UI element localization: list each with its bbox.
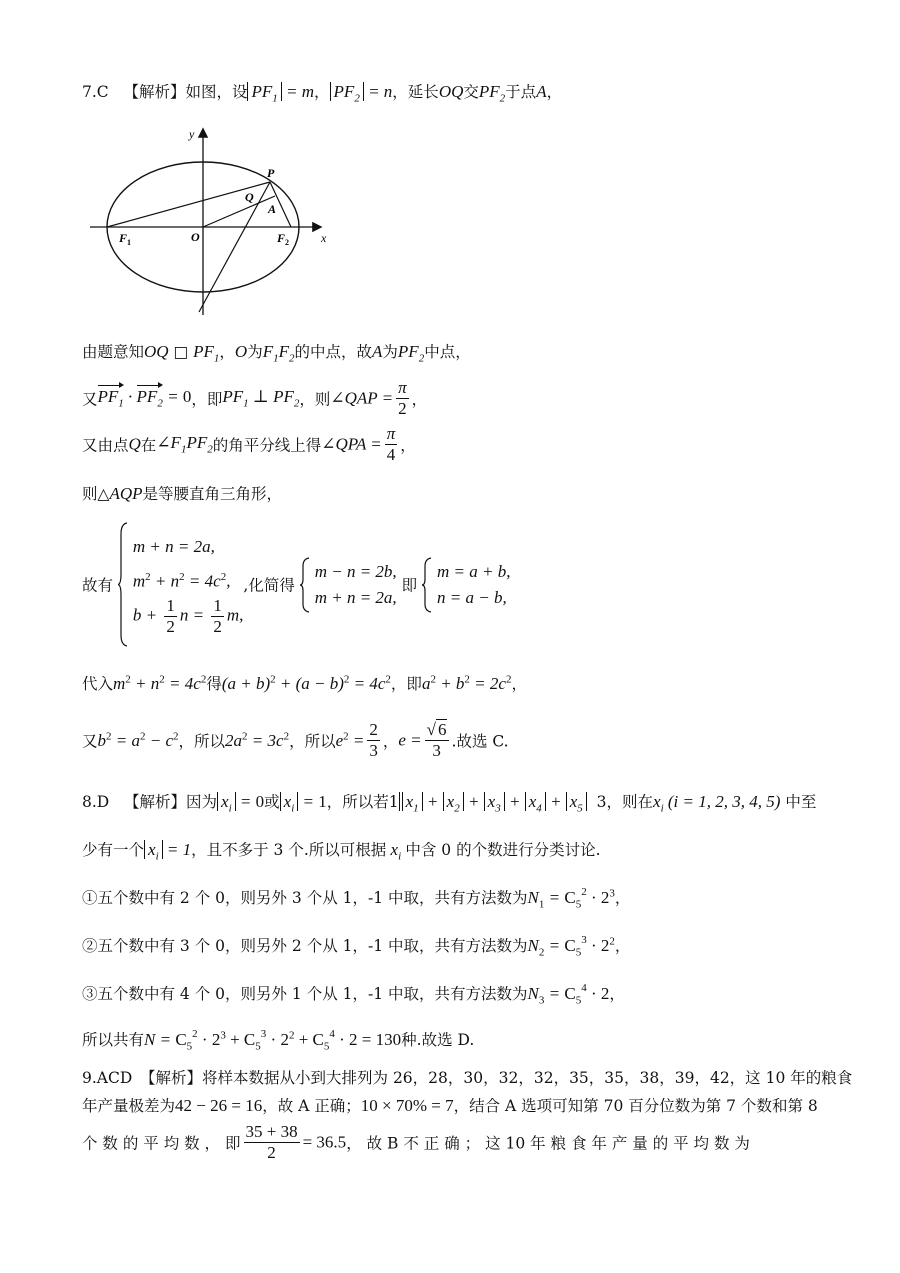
text: 代入	[82, 675, 114, 693]
system-2: m − n = 2b, m + n = 2a,	[314, 561, 397, 607]
text: 是等腰直角三角形，	[142, 485, 282, 503]
text: ，所以	[289, 732, 336, 751]
text: ，即	[191, 390, 223, 409]
text: 故有	[82, 576, 114, 595]
text: ，	[400, 436, 416, 455]
segment-oq-extended	[203, 196, 275, 227]
answer-number: 7.C	[82, 83, 109, 101]
text: ，则	[299, 390, 331, 409]
fraction-pi-2: $\frac{\pi}{2}$	[398, 378, 407, 418]
text: ，则在	[606, 793, 654, 811]
p8-total: 所以共有$N = C_5^2 \cdot 2^3 + C_5^3 \cdot 2^2 + C_5^4 \cdot 2 = 130$种.故选 D.	[82, 1028, 475, 1053]
text: 的角平分线上得	[212, 436, 322, 455]
mean-result: = 36.5	[302, 1132, 347, 1152]
left-brace-3	[422, 557, 432, 613]
abs-pf1: $PF_1$	[247, 82, 281, 101]
left-brace-2	[300, 557, 310, 613]
text: 为	[247, 343, 263, 361]
p8-case2: ②五个数中有 3 个 0，则另外 2 个从 1，-1 中取，共有方法数为$N_2 = C_5^3 \cdot 2^2$，	[82, 934, 631, 959]
text: 年产量极差为	[82, 1097, 176, 1115]
percentile-formula: 10 × 70% = 7	[360, 1096, 454, 1115]
range-formula: 42 − 26 = 16	[175, 1096, 263, 1115]
text: ，所以	[178, 732, 226, 751]
p8-case3: ③五个数中有 4 个 0，则另外 1 个从 1，-1 中取，共有方法数为$N_3 = C_5^4 \cdot 2$，	[82, 982, 625, 1007]
p7-line6	[82, 522, 511, 647]
text: 少有一个	[82, 841, 145, 859]
p8-case1: ①五个数中有 2 个 0，则另外 3 个从 1，-1 中取，共有方法数为$N_1 = C_5^2 \cdot 2^3$，	[82, 886, 631, 911]
triangle-symbol: △	[97, 485, 110, 503]
left-brace	[118, 522, 128, 647]
fraction-mean: $\frac{35 + 38}{2}$	[245, 1122, 298, 1162]
text: 或	[264, 793, 280, 811]
text: 种.故选 D.	[401, 1031, 475, 1049]
text: 由题意知	[82, 343, 145, 361]
abs-pf2: $PF_2$	[330, 82, 364, 101]
analysis-tag: 【解析】	[124, 793, 187, 811]
system-3: m = a + b, n = a − b,	[437, 561, 511, 607]
parallel-symbol: □	[173, 343, 189, 361]
system-1: m + n = 2a, $m^2 + n^2 = 4c^2$, b + $\frac{1}{2}$ n = $\frac{1}{2}$ m,	[132, 536, 244, 637]
analysis-tag: 【解析】	[123, 83, 186, 101]
p7-line1: 7.C 【解析】如图，设 $PF_1 = m$， $PF_2 = n$，延长OQ交$PF_2$于点A，	[82, 82, 563, 105]
text: .故选 C.	[451, 732, 509, 751]
text: 又由点	[82, 436, 129, 455]
label-p: P	[267, 166, 275, 180]
text: ，所以若1	[326, 793, 399, 811]
label-q: Q	[245, 190, 254, 204]
p7-line2: 由题意知OQ □ $PF_1$，O为$F_1F_2$的中点，故A为$PF_2$中点，	[82, 342, 471, 365]
text: ，延长	[392, 83, 439, 101]
fraction-pi-4: $\frac{\pi}{4}$	[386, 424, 396, 464]
var-m: m	[301, 82, 315, 101]
label-y: y	[189, 127, 195, 141]
text: ，	[314, 83, 330, 101]
p9-line2	[82, 1094, 818, 1116]
text: ，故 A 正确；	[262, 1097, 361, 1115]
text: 则	[82, 485, 98, 503]
text: 3	[596, 793, 607, 811]
label-f1: $F_1$	[119, 231, 132, 247]
p8-line2: 少有一个 $x_i = 1$，且不多于 3 个.所以可根据 $x_i$ 中含 0 的个数进行分类讨论.	[82, 840, 601, 863]
text: 交	[463, 83, 479, 101]
text: ，即	[390, 675, 422, 693]
text: ，	[219, 343, 235, 361]
p7-line3: 又$PF_1 \cdot PF_2 = 0$，即$PF_1$ ⊥ $PF_2$，则∠QAP = $\frac{\pi}{2}$ ，	[82, 378, 428, 418]
label-x: x	[321, 231, 327, 245]
text: 为	[382, 343, 398, 361]
text: 中至	[785, 793, 817, 811]
text: ,化简得	[243, 576, 295, 595]
point-a: A	[536, 82, 547, 101]
text: 又	[82, 390, 98, 409]
text: ，	[411, 390, 428, 409]
text: ②五个数中有 3 个 0，则另外 2 个从 1，-1 中取，共有方法数为	[82, 937, 528, 955]
text: 得	[206, 675, 222, 693]
answer-number: 8.D	[82, 793, 110, 811]
text: 又	[82, 732, 98, 751]
text: 即	[401, 576, 418, 595]
p7-line7: 代入$m^2 + n^2 = 4c^2$得$(a + b)^2 + (a - b)^2 = 4c^2$，即$a^2 + b^2 = 2c^2$，	[82, 673, 527, 693]
var-n: n	[383, 82, 393, 101]
text: ③五个数中有 4 个 0，则另外 1 个从 1，-1 中取，共有方法数为	[82, 985, 528, 1003]
text: 如图，设	[185, 83, 248, 101]
text: 中点，	[424, 343, 471, 361]
fraction-2-3: $\frac{2}{3}$	[369, 720, 378, 760]
text: ①五个数中有 2 个 0，则另外 3 个从 1，-1 中取，共有方法数为	[82, 889, 528, 907]
text: 的中点，故	[294, 343, 372, 361]
text: 在	[140, 436, 157, 455]
text: 中含 0 的个数进行分类讨论.	[405, 841, 601, 859]
segment-f1p	[107, 182, 270, 227]
label-f2: $F_2$	[277, 231, 290, 247]
text: 个 数 的 平 均 数 ， 即	[82, 1134, 241, 1153]
label-a: A	[268, 202, 277, 216]
segment-long	[199, 182, 270, 312]
p8-line1: 8.D 【解析】因为 $x_i = 0$或 $x_i = 1$，所以若1 $x_1 + x_2 + x_3 + x_4 + x_5$ 3，则在$x_i$ (i = 1, 2, 3, 4, 5) 中至	[82, 792, 817, 815]
text: ，	[511, 675, 527, 693]
segment-oq: OQ	[438, 82, 464, 101]
text: 所以共有	[82, 1031, 145, 1049]
text: ，	[546, 83, 563, 101]
fraction-sqrt6-3: $\frac{√ 6}{3}$	[426, 720, 447, 760]
ellipse-figure	[85, 120, 345, 320]
text: ，	[382, 732, 399, 751]
text: 于点	[505, 83, 537, 101]
text: ， 故 B 不 正 确 ； 这 10 年 粮 食 年 产 量 的 平 均 数 为	[346, 1134, 750, 1153]
p7-line8: 又$b^2 = a^2 - c^2$，所以$2a^2 = 3c^2$，所以$e^2$ = $\frac{2}{3}$ ，e = $\frac{√ 6}{3}$ .故选 C.	[82, 720, 509, 760]
label-o: O	[191, 230, 200, 244]
index-range: (i = 1, 2, 3, 4, 5)	[667, 792, 781, 811]
p9-line3	[82, 1122, 750, 1163]
p7-line4: 又由点Q在$\angle F_1PF_2$的角平分线上得∠QPA = $\frac{\pi}{4}$ ，	[82, 424, 416, 464]
text: ，且不多于 3 个.所以可根据	[191, 841, 387, 859]
p9-line1: 9.ACD 【解析】将样本数据从小到大排列为 26，28，30，32，32，35，35，38，39，42，这 10 年的粮食	[82, 1069, 853, 1087]
p7-line5: 则△AQP是等腰直角三角形，	[82, 484, 282, 503]
text: 因为	[186, 793, 218, 811]
text: ，结合 A 选项可知第 70 百分位数为第 7 个数和第 8	[453, 1097, 818, 1115]
